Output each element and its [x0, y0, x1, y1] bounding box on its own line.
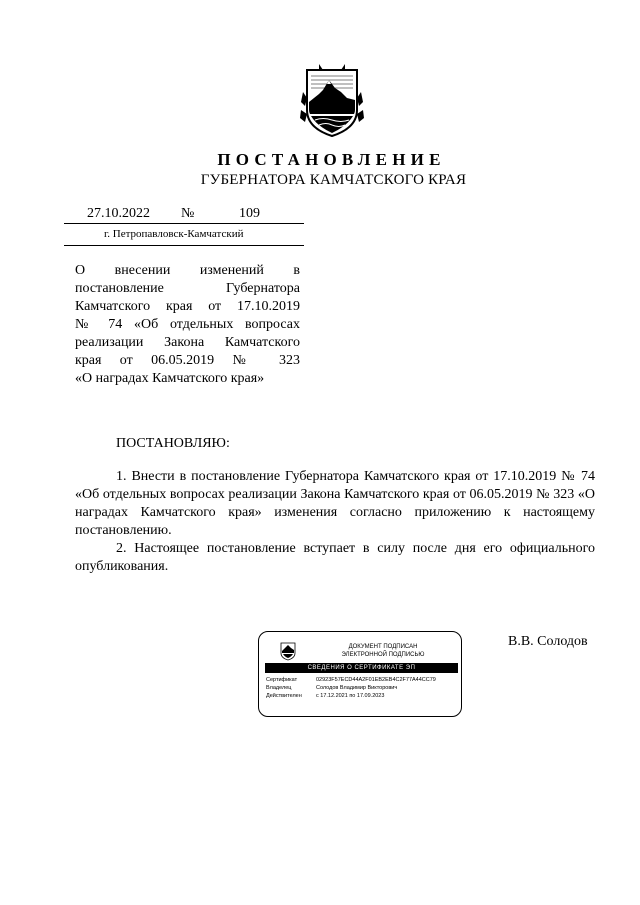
stamp-row-validity [266, 692, 436, 700]
electronic-signature-stamp [258, 631, 462, 717]
subject-line: «О наградах Камчатского края» [75, 371, 265, 386]
date-underline [64, 223, 304, 224]
signer-name: В.В. Солодов [508, 634, 588, 649]
document-date: 27.10.2022 [87, 206, 150, 221]
stamp-row-owner [266, 684, 436, 692]
document-subtitle: ГУБЕРНАТОРА КАМЧАТСКОГО КРАЯ [200, 172, 467, 188]
stamp-label: Сертификат [266, 677, 298, 683]
subject-line: реализации Закона Камчатского [75, 335, 300, 350]
stamp-heading [309, 643, 457, 659]
subject-line: Камчатского края от 17.10.2019 [75, 299, 300, 314]
stamp-emblem-icon [279, 641, 297, 661]
document-number: 109 [239, 206, 260, 221]
subject-line: постановление Губернатора [75, 281, 300, 296]
stamp-certificate-bar: СВЕДЕНИЯ О СЕРТИФИКАТЕ ЭП [265, 663, 458, 673]
city-underline [64, 245, 304, 246]
stamp-value: Солодов Владимир Викторович [316, 685, 398, 691]
stamp-value: 02923F57ECD44A2F01EB2EB4C2F77A44CC79 [316, 677, 436, 683]
stamp-label: Действителен [266, 693, 302, 699]
kamchatka-emblem-icon [299, 62, 365, 138]
document-title: ПОСТАНОВЛЕНИЕ [217, 150, 446, 169]
subject-line: № 74 «Об отдельных вопросах [75, 317, 300, 332]
document-subject [75, 262, 300, 388]
stamp-value: с 17.12.2021 по 17.09.2023 [316, 693, 385, 699]
subject-line: края от 06.05.2019 № 323 [75, 353, 300, 368]
paragraph-2: 2. Настоящее постановление вступает в силу после дня его официального опубликования. [75, 541, 595, 574]
subject-line: О внесении изменений в [75, 263, 300, 278]
paragraph-1: 1. Внести в постановление Губернатора Камчатского края от 17.10.2019 № 74 «Об отдельных вопросах реализации Закона Камчатского края от 06.05.2019 № 323 «О наградах Камчатского края» изменения согласно приложению к настоящему постановлению. [75, 469, 595, 538]
document-city: г. Петропавловск-Камчатский [104, 228, 244, 240]
stamp-label: Владелец [266, 685, 292, 691]
stamp-details [266, 676, 436, 700]
decree-word: ПОСТАНОВЛЯЮ: [116, 436, 230, 451]
stamp-heading-line1: ДОКУМЕНТ ПОДПИСАН [348, 644, 418, 650]
number-sign: № [181, 206, 195, 221]
stamp-heading-line2: ЭЛЕКТРОННОЙ ПОДПИСЬЮ [341, 652, 425, 658]
document-body [75, 468, 595, 576]
stamp-row-certificate [266, 676, 436, 684]
